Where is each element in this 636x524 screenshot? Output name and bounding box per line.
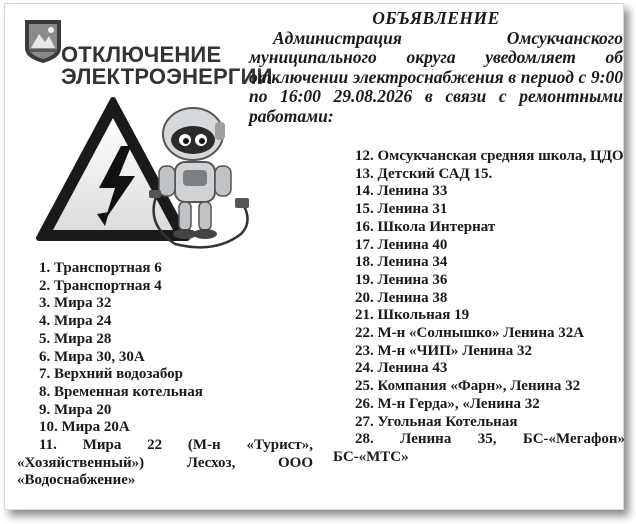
list-item: 11. Мира 22 (М-н «Турист», «Хозяйственный») Лесхоз, ООО «Водоснабжение» — [17, 437, 313, 489]
list-item: 25. Компания «Фарн», Ленина 32 — [355, 378, 581, 395]
municipal-emblem-icon — [21, 18, 65, 64]
list-item: 22. М-н «Солнышко» Ленина 32А — [355, 325, 585, 342]
list-item: 2. Транспортная 4 — [39, 277, 162, 294]
announcement — [249, 9, 623, 126]
list-item: 16. Школа Интернат — [355, 218, 496, 235]
list-item: 19. Ленина 36 — [355, 271, 448, 288]
list-item: 12. Омсукчанская средняя школа, ЦДО — [355, 148, 624, 164]
power-outage-illustration — [15, 12, 273, 248]
robot-mascot-icon — [145, 104, 255, 254]
announcement-card — [4, 3, 624, 510]
list-item: 20. Ленина 38 — [355, 289, 448, 306]
list-item: 21. Школьная 19 — [355, 307, 470, 324]
announcement-body: Администрация Омсукчанского муниципального округа уведомляет об отключении электроснабжения в период с 9:00 по 16:00 29.08.2026 в связи с ремонтными работами: — [249, 27, 623, 126]
list-item: 27. Угольная Котельная — [355, 413, 518, 430]
list-item: 26. М-н Герда», «Ленина 32 — [355, 395, 540, 412]
list-item: 17. Ленина 40 — [355, 236, 448, 253]
list-item: 10. Мира 20А — [39, 419, 130, 436]
list-item: 7. Верхний водозабор — [39, 366, 184, 383]
list-item: 13. Детский САД 15. — [355, 165, 493, 182]
address-list-right — [333, 148, 625, 467]
list-item: 4. Мира 24 — [39, 313, 112, 330]
list-item: 9. Мира 20 — [39, 401, 112, 418]
list-item: 15. Ленина 31 — [355, 201, 448, 218]
list-item: 24. Ленина 43 — [355, 360, 448, 377]
list-item: 18. Ленина 34 — [355, 254, 448, 271]
list-item: 14. Ленина 33 — [355, 183, 448, 200]
list-item: 28. Ленина 35, БС-«Мегафон» БС-«МТС» — [333, 431, 625, 465]
address-list-left — [17, 260, 313, 490]
list-item: 1. Транспортная 6 — [39, 260, 162, 276]
list-item: 3. Мира 32 — [39, 295, 112, 312]
list-item: 6. Мира 30, 30А — [39, 348, 145, 365]
list-item: 5. Мира 28 — [39, 330, 112, 347]
banner-title-line-2: ЭЛЕКТРОЭНЕРГИИ — [61, 64, 273, 89]
banner-title-line-1: ОТКЛЮЧЕНИЕ — [61, 42, 222, 67]
list-item: 8. Временная котельная — [39, 383, 203, 400]
list-item: 23. М-н «ЧИП» Ленина 32 — [355, 342, 533, 359]
announcement-title: ОБЪЯВЛЕНИЕ — [372, 8, 500, 28]
